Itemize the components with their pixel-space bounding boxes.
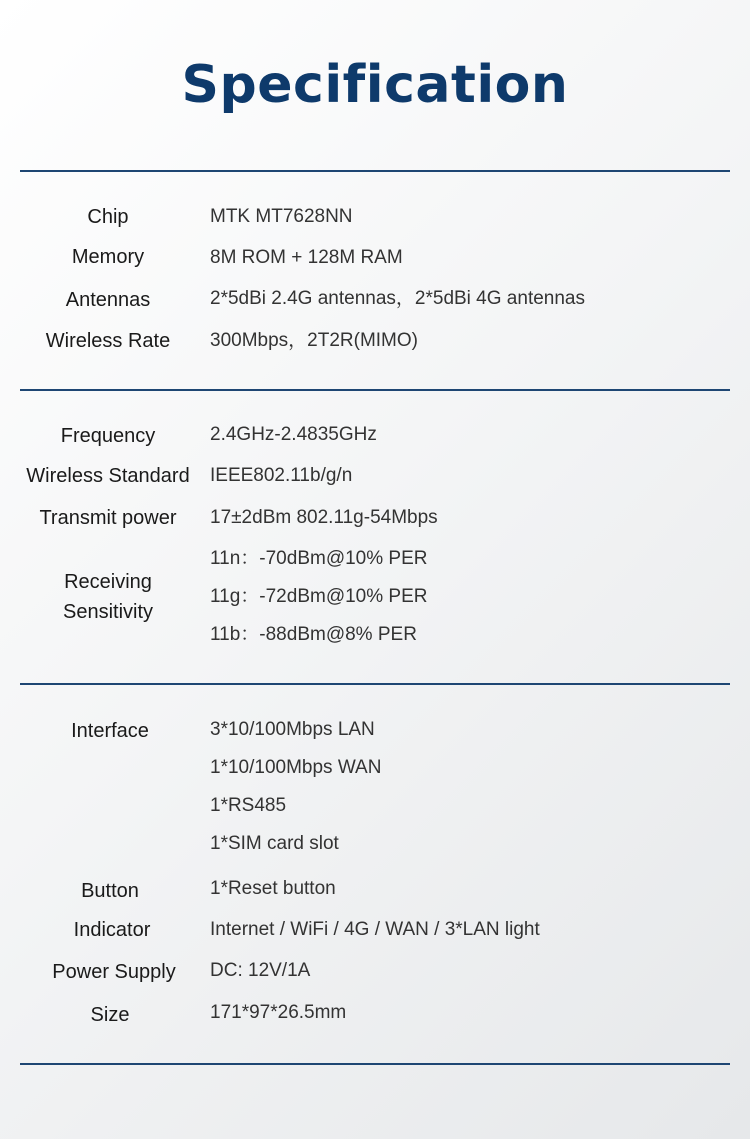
spec-label-receiving-sensitivity <box>8 567 208 627</box>
spec-value-transmit-power: 17±2dBm 802.11g-54Mbps <box>210 507 438 528</box>
section-divider <box>20 170 730 172</box>
spec-value-size: 171*97*26.5mm <box>210 1002 347 1023</box>
spec-value-sensitivity-11n: 11n：-70dBm@10% PER <box>210 548 428 569</box>
spec-label-size: Size <box>90 1004 130 1026</box>
spec-value-interface-lan: 3*10/100Mbps LAN <box>210 719 375 740</box>
section-divider <box>20 1063 730 1065</box>
spec-label-wireless-rate: Wireless Rate <box>45 330 171 352</box>
page-title: Specification <box>181 55 569 115</box>
spec-value-wireless-rate: 300Mbps，2T2R(MIMO) <box>210 330 418 351</box>
spec-value-sensitivity-11g: 11g：-72dBm@10% PER <box>210 586 428 607</box>
spec-value-power-supply: DC: 12V/1A <box>210 960 311 981</box>
section-divider <box>20 683 730 685</box>
spec-label-wireless-standard: Wireless Standard <box>26 465 190 487</box>
spec-value-frequency: 2.4GHz-2.4835GHz <box>210 424 377 445</box>
section-divider <box>20 389 730 391</box>
spec-value-antennas: 2*5dBi 2.4G antennas，2*5dBi 4G antennas <box>210 288 585 309</box>
spec-value-interface-sim: 1*SIM card slot <box>210 833 339 854</box>
spec-label-frequency: Frequency <box>60 425 156 447</box>
spec-value-indicator: Internet / WiFi / 4G / WAN / 3*LAN light <box>210 919 540 940</box>
spec-label-indicator: Indicator <box>73 919 151 941</box>
spec-label-transmit-power: Transmit power <box>39 507 177 529</box>
spec-value-interface-rs485: 1*RS485 <box>210 795 287 816</box>
spec-label-interface: Interface <box>71 720 149 742</box>
spec-value-memory: 8M ROM + 128M RAM <box>210 247 403 268</box>
spec-label-power-supply: Power Supply <box>52 961 176 983</box>
spec-label-antennas: Antennas <box>65 289 151 311</box>
spec-label-chip: Chip <box>87 206 129 228</box>
spec-label-line: Receiving <box>64 571 152 593</box>
spec-label-button: Button <box>81 880 139 902</box>
spec-value-wireless-standard: IEEE802.11b/g/n <box>210 465 353 486</box>
spec-value-sensitivity-11b: 11b：-88dBm@8% PER <box>210 624 417 645</box>
spec-label-memory: Memory <box>71 246 145 268</box>
spec-value-interface-wan: 1*10/100Mbps WAN <box>210 757 382 778</box>
spec-value-button: 1*Reset button <box>210 878 336 899</box>
spec-value-chip: MTK MT7628NN <box>210 206 353 227</box>
spec-label-line: Sensitivity <box>62 601 154 623</box>
